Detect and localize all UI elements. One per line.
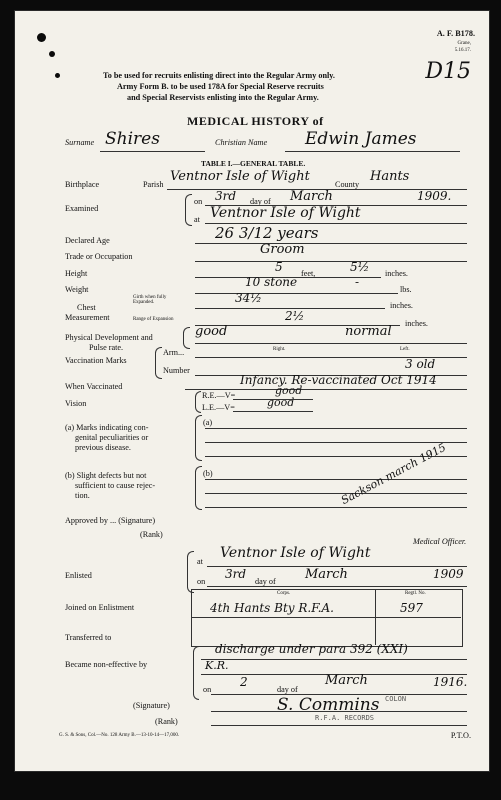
parish-label: Parish xyxy=(143,180,164,189)
form-subcode-1: Grane, xyxy=(457,41,471,46)
when-vaccinated-line xyxy=(185,389,467,390)
punch-hole-mark xyxy=(55,73,60,78)
re-line xyxy=(233,399,313,400)
form-code: A. F. B178. xyxy=(436,29,475,38)
footer-pto: P.T.O. xyxy=(450,731,471,740)
enlisted-year: 1909 xyxy=(433,567,464,581)
weight-line xyxy=(195,293,398,294)
re-label: R.E.—V= xyxy=(202,391,236,400)
enlisted-label: Enlisted xyxy=(65,571,92,580)
physical-value: good xyxy=(195,324,228,339)
chest-girth-note: Girth when fully Expanded. xyxy=(133,295,167,305)
enlisted-on-line xyxy=(207,586,467,587)
lbs-label: lbs. xyxy=(400,285,412,294)
stamp-text-1: COLON xyxy=(385,695,407,703)
number-value: 3 old xyxy=(405,357,436,371)
rank-label: (Rank) xyxy=(155,717,178,726)
physical-bracket xyxy=(183,327,190,349)
medical-officer-label: Medical Officer. xyxy=(413,537,467,546)
height-inches: 5½ xyxy=(350,260,370,274)
chest-girth-value: 34½ xyxy=(235,291,262,305)
examined-day-of-label: day of xyxy=(250,197,271,206)
christian-line xyxy=(285,151,460,152)
right-label: Right. xyxy=(273,347,286,352)
enlisted-at-value: Ventnor Isle of Wight xyxy=(220,545,371,561)
signature-label: (Signature) xyxy=(133,701,170,710)
trade-value: Groom xyxy=(260,242,305,257)
county-value: Hants xyxy=(370,169,410,184)
enlisted-month: March xyxy=(305,567,348,582)
form-title: MEDICAL HISTORY of xyxy=(187,114,324,128)
examined-at-label: at xyxy=(194,215,200,224)
physical-label-1: Physical Development and xyxy=(65,333,153,342)
number-label: Number xyxy=(163,366,190,375)
examined-label: Examined xyxy=(65,204,99,213)
chest-label-1: Chest xyxy=(77,303,96,312)
chest-range-note: Range of Expansion xyxy=(133,317,174,322)
marks-sub: (a) xyxy=(203,418,213,427)
marks-label-2: genital peculiarities or xyxy=(75,433,149,442)
le-line xyxy=(233,411,313,412)
punch-hole-mark xyxy=(49,51,55,57)
corps-table-row-line xyxy=(191,617,461,618)
when-vaccinated-label: When Vaccinated xyxy=(65,382,123,391)
approved-rank-label: (Rank) xyxy=(140,530,163,539)
arm-label: Arm... xyxy=(163,348,185,357)
corps-table xyxy=(191,589,463,647)
vision-bracket xyxy=(195,391,201,413)
defects-line-2 xyxy=(205,493,467,494)
joined-label: Joined on Enlistment xyxy=(65,603,135,612)
stamp-number: D15 xyxy=(425,59,471,84)
declared-age-label: Declared Age xyxy=(65,236,110,245)
surname-line xyxy=(100,151,205,152)
surname-label: Surname xyxy=(65,138,95,147)
non-effective-month: March xyxy=(325,673,368,688)
chest-range-value: 2½ xyxy=(285,309,305,323)
left-label: Left. xyxy=(400,347,410,352)
regtl-value: 597 xyxy=(400,601,423,615)
header-line-1: To be used for recruits enlisting direct into the Regular Army only. xyxy=(103,71,335,80)
approved-signature: Sackson march 1915 xyxy=(338,440,449,507)
when-vaccinated-value: Infancy. Re-vaccinated Oct 1914 xyxy=(240,373,437,387)
county-label: County xyxy=(335,180,360,189)
marks-label-3: previous disease. xyxy=(75,443,131,452)
parish-value: Ventnor Isle of Wight xyxy=(170,169,310,184)
corps-value: 4th Hants Bty R.F.A. xyxy=(210,601,334,615)
examined-at-value: Ventnor Isle of Wight xyxy=(210,205,361,221)
marks-line-1 xyxy=(205,428,467,429)
footer-print-note: G. S. & Sons, Col.—No. 128 Army B.—13-10-14—17,000. xyxy=(59,733,180,738)
re-value: good xyxy=(275,384,303,397)
declared-age-line xyxy=(195,243,467,244)
christian-name-value: Edwin James xyxy=(305,129,417,149)
feet-label: feet, xyxy=(301,269,316,278)
declared-age-value: 26 3/12 years xyxy=(215,224,319,242)
defects-sub: (b) xyxy=(203,469,213,478)
non-effective-label: Became non-effective by xyxy=(65,660,148,669)
defects-label-1: (b) Slight defects but not xyxy=(65,471,147,480)
punch-hole-mark xyxy=(37,33,46,42)
corps-header: Corps. xyxy=(277,591,291,596)
defects-bracket xyxy=(195,466,202,510)
height-feet: 5 xyxy=(275,260,283,274)
surname-value: Shires xyxy=(105,129,160,149)
form-subcode-2: 5.16.17. xyxy=(454,48,471,53)
trade-label: Trade or Occupation xyxy=(65,252,133,261)
christian-name-label: Christian Name xyxy=(215,138,268,147)
enlisted-bracket xyxy=(187,551,194,593)
chest-range-inches: inches. xyxy=(405,319,428,328)
enlisted-day-of-label: day of xyxy=(255,577,276,586)
enlisted-day: 3rd xyxy=(225,567,247,581)
height-label: Height xyxy=(65,269,88,278)
non-effective-bracket xyxy=(193,646,199,700)
marks-line-2 xyxy=(205,442,467,443)
approved-label: Approved by ... (Signature) xyxy=(65,516,156,525)
examined-on-label: on xyxy=(194,197,203,206)
regtl-header: Regtl. No. xyxy=(405,591,426,596)
examined-month: March xyxy=(290,189,333,204)
rank-line xyxy=(211,725,467,726)
non-effective-day-of-label: day of xyxy=(277,685,298,694)
enlisted-on-label: on xyxy=(197,577,206,586)
non-effective-on-label: on xyxy=(203,685,212,694)
enlisted-at-label: at xyxy=(197,557,203,566)
marks-bracket xyxy=(195,415,202,461)
birthplace-label: Birthplace xyxy=(65,180,100,189)
transferred-label: Transferred to xyxy=(65,633,112,642)
non-effective-day: 2 xyxy=(240,675,248,689)
examined-bracket xyxy=(185,194,192,226)
header-line-3: and Special Reservists enlisting into the Regular Army. xyxy=(127,93,319,102)
examined-day: 3rd xyxy=(215,189,237,203)
le-label: L.E.—V= xyxy=(202,403,235,412)
signature-line xyxy=(211,711,467,712)
pulse-value: normal xyxy=(345,324,392,339)
defects-line-3 xyxy=(205,507,467,508)
examined-year: 1909. xyxy=(417,189,452,203)
defects-line-1 xyxy=(205,479,467,480)
defects-label-3: tion. xyxy=(75,491,90,500)
inches-label: inches. xyxy=(385,269,408,278)
physical-line xyxy=(195,343,467,344)
form-page xyxy=(14,10,490,772)
stamp-text-2: R.F.A. RECORDS xyxy=(315,714,375,722)
vaccination-label: Vaccination Marks xyxy=(65,356,127,365)
le-value: good xyxy=(267,396,295,409)
non-effective-value: discharge under para 392 (XXI) xyxy=(215,642,408,656)
header-line-2: Army Form B. to be used 178A for Special Reserve recruits xyxy=(117,82,324,91)
non-effective-year: 1916. xyxy=(433,675,468,689)
chest-label-2: Measurement xyxy=(65,313,110,322)
physical-label-2: Pulse rate. xyxy=(89,343,124,352)
non-effective-line-1 xyxy=(201,659,467,660)
weight-label: Weight xyxy=(65,285,89,294)
chest-girth-inches: inches. xyxy=(390,301,413,310)
weight-lbs-value: - xyxy=(355,275,360,289)
non-effective-value-2: K.R. xyxy=(205,659,229,672)
vaccination-bracket xyxy=(155,347,162,379)
trade-line xyxy=(195,261,467,262)
vision-label: Vision xyxy=(65,399,87,408)
marks-label-1: (a) Marks indicating con- xyxy=(65,423,149,432)
defects-label-2: sufficient to cause rejec- xyxy=(75,481,156,490)
weight-value: 10 stone xyxy=(245,275,298,289)
table-title: TABLE I.—GENERAL TABLE. xyxy=(201,159,306,168)
final-signature: S. Commins xyxy=(277,695,380,715)
